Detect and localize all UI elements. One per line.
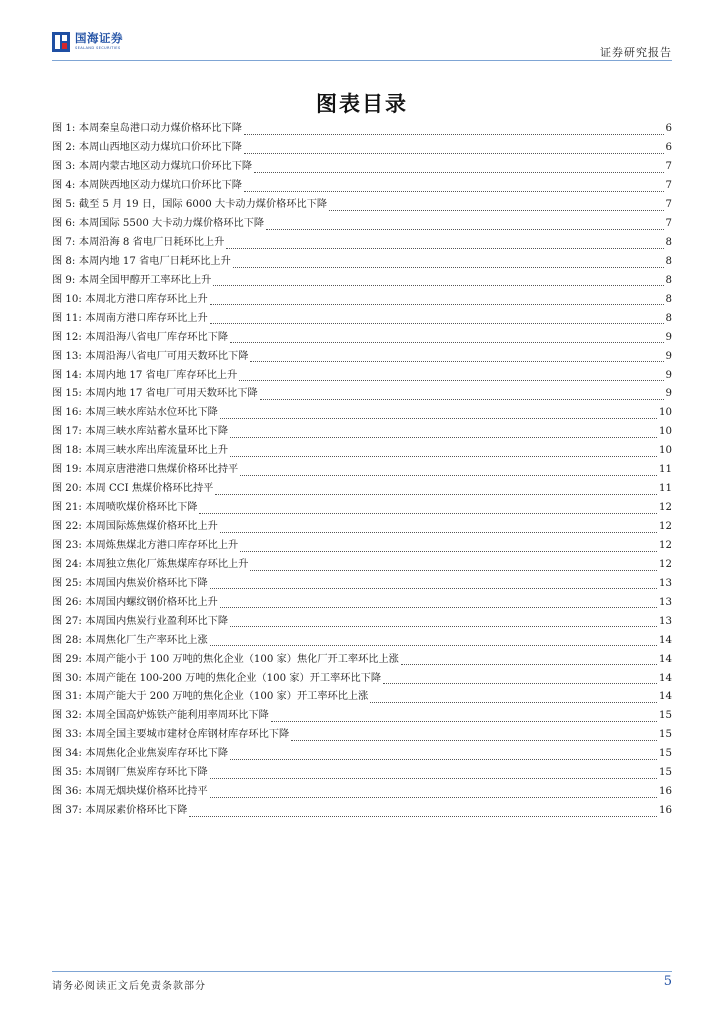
toc-entry-page: 11	[659, 483, 672, 495]
toc-entry-page: 14	[659, 653, 672, 665]
toc-dot-leader	[233, 266, 664, 268]
toc-entry-title: 本周产能在 100-200 万吨的焦化企业（100 家）开工率环比下降	[85, 672, 382, 684]
toc-dot-leader	[220, 417, 657, 419]
toc-entry-label: 图 29:	[52, 653, 82, 665]
toc-entry-page: 7	[665, 180, 672, 192]
toc-entry-page: 15	[659, 767, 672, 779]
footer-divider	[52, 971, 672, 972]
toc-entry-page: 14	[659, 691, 672, 703]
toc-entry-page: 14	[659, 634, 672, 646]
figure-toc-list	[52, 120, 672, 821]
logo-english-name: SEALAND SECURITIES	[75, 45, 121, 50]
toc-entry[interactable]	[52, 745, 672, 764]
toc-entry-page: 8	[665, 236, 672, 248]
toc-dot-leader	[291, 739, 657, 741]
toc-entry-page: 14	[659, 672, 672, 684]
page-title: 图表目录	[316, 91, 408, 116]
toc-entry-title: 本周国际 5500 大卡动力煤价格环比下降	[78, 218, 265, 230]
toc-entry-label: 图 27:	[52, 615, 82, 627]
toc-entry[interactable]	[52, 461, 672, 480]
toc-entry-page: 8	[665, 293, 672, 305]
toc-dot-leader	[271, 720, 657, 722]
toc-dot-leader	[215, 493, 657, 495]
toc-entry-title: 本周内地 17 省电厂库存环比上升	[85, 369, 238, 381]
toc-entry[interactable]	[52, 726, 672, 745]
toc-entry-page: 10	[659, 426, 672, 438]
toc-entry[interactable]	[52, 366, 672, 385]
toc-entry-label: 图 16:	[52, 407, 82, 419]
toc-entry-title: 本周山西地区动力煤坑口价环比下降	[78, 142, 242, 154]
toc-entry-title: 本周三峡水库出库流量环比上升	[85, 445, 229, 457]
toc-entry[interactable]	[52, 802, 672, 821]
toc-entry-label: 图 19:	[52, 464, 82, 476]
header-divider	[52, 60, 672, 61]
toc-entry-title: 本周内蒙古地区动力煤坑口价环比下降	[78, 161, 253, 173]
toc-dot-leader	[220, 531, 657, 533]
toc-entry[interactable]	[52, 404, 672, 423]
toc-dot-leader	[244, 152, 664, 154]
toc-entry-label: 图 26:	[52, 596, 82, 608]
toc-entry-page: 15	[659, 729, 672, 741]
toc-entry-page: 9	[665, 388, 672, 400]
toc-entry-label: 图 13:	[52, 350, 82, 362]
toc-entry-page: 13	[659, 596, 672, 608]
toc-entry-label: 图 24:	[52, 558, 82, 570]
toc-entry-page: 15	[659, 710, 672, 722]
toc-dot-leader	[260, 398, 664, 400]
toc-entry-page: 9	[665, 350, 672, 362]
toc-entry-title: 本周国内螺纹钢价格环比上升	[85, 596, 218, 608]
toc-dot-leader	[250, 360, 663, 362]
toc-entry-label: 图 3:	[52, 161, 76, 173]
toc-entry-label: 图 14:	[52, 369, 82, 381]
toc-entry-label: 图 25:	[52, 577, 82, 589]
toc-entry[interactable]	[52, 120, 672, 139]
toc-dot-leader	[329, 209, 663, 211]
toc-entry-label: 图 28:	[52, 634, 82, 646]
toc-entry-page: 12	[659, 521, 672, 533]
toc-entry-title: 本周国际炼焦煤价格环比上升	[85, 521, 218, 533]
toc-entry-title: 本周 CCI 焦煤价格环比持平	[85, 483, 214, 495]
toc-entry[interactable]	[52, 177, 672, 196]
toc-entry[interactable]	[52, 347, 672, 366]
toc-entry-label: 图 2:	[52, 142, 76, 154]
toc-entry[interactable]	[52, 139, 672, 158]
toc-entry[interactable]	[52, 234, 672, 253]
toc-entry-label: 图 35:	[52, 767, 82, 779]
toc-entry-label: 图 15:	[52, 388, 82, 400]
toc-entry-title: 本周南方港口库存环比上升	[85, 312, 208, 324]
toc-entry-title: 截至 5 月 19 日，国际 6000 大卡动力煤价格环比下降	[78, 199, 328, 211]
toc-dot-leader	[254, 171, 663, 173]
toc-entry-page: 8	[665, 255, 672, 267]
toc-entry-label: 图 34:	[52, 748, 82, 760]
toc-entry[interactable]	[52, 783, 672, 802]
toc-entry-label: 图 22:	[52, 521, 82, 533]
toc-entry[interactable]	[52, 158, 672, 177]
toc-entry-title: 本周尿素价格环比下降	[85, 805, 188, 817]
toc-entry-page: 8	[665, 274, 672, 286]
toc-entry-label: 图 7:	[52, 236, 76, 248]
toc-entry-title: 本周国内焦炭行业盈利环比下降	[85, 615, 229, 627]
company-logo	[52, 31, 123, 53]
toc-entry-label: 图 9:	[52, 274, 76, 286]
toc-entry-title: 本周沿海 8 省电厂日耗环比上升	[78, 236, 225, 248]
toc-dot-leader	[244, 190, 664, 192]
toc-entry-label: 图 23:	[52, 539, 82, 551]
toc-entry-title: 本周京唐港港口焦煤价格环比持平	[85, 464, 239, 476]
toc-entry[interactable]	[52, 328, 672, 347]
toc-entry[interactable]	[52, 499, 672, 518]
toc-entry-title: 本周焦化厂生产率环比上涨	[85, 634, 208, 646]
toc-entry-page: 6	[665, 123, 672, 135]
logo-mark-icon	[52, 32, 70, 52]
toc-dot-leader	[189, 815, 657, 817]
toc-dot-leader	[210, 322, 664, 324]
toc-entry-title: 本周无烟块煤价格环比持平	[85, 786, 208, 798]
toc-entry-label: 图 4:	[52, 180, 76, 192]
toc-entry-label: 图 1:	[52, 123, 76, 135]
toc-entry[interactable]	[52, 196, 672, 215]
toc-entry-page: 15	[659, 748, 672, 760]
toc-dot-leader	[210, 644, 657, 646]
toc-entry-title: 本周三峡水库站蓄水量环比下降	[85, 426, 229, 438]
toc-dot-leader	[401, 663, 657, 665]
toc-dot-leader	[230, 341, 664, 343]
toc-entry-page: 13	[659, 577, 672, 589]
toc-entry-title: 本周全国高炉炼铁产能利用率周环比下降	[85, 710, 269, 722]
toc-entry-title: 本周全国主要城市建材仓库钢材库存环比下降	[85, 729, 290, 741]
toc-entry-page: 11	[659, 464, 672, 476]
toc-entry[interactable]	[52, 518, 672, 537]
toc-entry[interactable]	[52, 556, 672, 575]
toc-entry-title: 本周陕西地区动力煤坑口价环比下降	[78, 180, 242, 192]
toc-dot-leader	[244, 133, 664, 135]
toc-dot-leader	[210, 777, 657, 779]
toc-dot-leader	[213, 284, 663, 286]
toc-entry[interactable]	[52, 688, 672, 707]
toc-entry-page: 10	[659, 407, 672, 419]
toc-entry-page: 9	[665, 331, 672, 343]
toc-entry[interactable]	[52, 631, 672, 650]
toc-entry[interactable]	[52, 309, 672, 328]
toc-dot-leader	[239, 379, 663, 381]
toc-entry-title: 本周内地 17 省电厂可用天数环比下降	[85, 388, 258, 400]
toc-dot-leader	[210, 796, 657, 798]
toc-entry-label: 图 21:	[52, 502, 82, 514]
toc-entry-page: 10	[659, 445, 672, 457]
toc-entry-title: 本周全国甲醇开工率环比上升	[78, 274, 212, 286]
toc-entry-label: 图 20:	[52, 483, 82, 495]
toc-dot-leader	[370, 701, 657, 703]
toc-entry-label: 图 36:	[52, 786, 82, 798]
toc-entry[interactable]	[52, 442, 672, 461]
toc-entry[interactable]	[52, 707, 672, 726]
toc-entry-label: 图 8:	[52, 255, 76, 267]
toc-entry-title: 本周焦化企业焦炭库存环比下降	[85, 748, 229, 760]
toc-entry[interactable]	[52, 423, 672, 442]
toc-entry-page: 8	[665, 312, 672, 324]
toc-entry-label: 图 5:	[52, 199, 76, 211]
toc-entry[interactable]	[52, 764, 672, 783]
toc-entry[interactable]	[52, 612, 672, 631]
report-type-label: 证券研究报告	[600, 46, 672, 59]
page-number: 5	[663, 974, 672, 989]
toc-entry-title: 本周三峡水库站水位环比下降	[85, 407, 218, 419]
toc-dot-leader	[210, 303, 664, 305]
toc-entry[interactable]	[52, 669, 672, 688]
toc-entry[interactable]	[52, 593, 672, 612]
toc-dot-leader	[230, 455, 657, 457]
toc-dot-leader	[383, 682, 657, 684]
toc-entry-label: 图 12:	[52, 331, 82, 343]
toc-entry-title: 本周北方港口库存环比上升	[85, 293, 208, 305]
toc-entry-label: 图 30:	[52, 672, 82, 684]
toc-dot-leader	[230, 625, 657, 627]
toc-entry[interactable]	[52, 537, 672, 556]
toc-dot-leader	[266, 228, 663, 230]
toc-entry-title: 本周沿海八省电厂库存环比下降	[85, 331, 229, 343]
toc-dot-leader	[250, 569, 657, 571]
toc-entry-label: 图 17:	[52, 426, 82, 438]
toc-entry-title: 本周产能小于 100 万吨的焦化企业（100 家）焦化厂开工率环比上涨	[85, 653, 399, 665]
disclaimer-note: 请务必阅读正文后免责条款部分	[52, 981, 206, 992]
toc-entry-label: 图 31:	[52, 691, 82, 703]
toc-dot-leader	[220, 606, 657, 608]
toc-entry-label: 图 33:	[52, 729, 82, 741]
toc-entry[interactable]	[52, 650, 672, 669]
toc-entry-label: 图 11:	[52, 312, 82, 324]
toc-entry-page: 7	[665, 199, 672, 211]
toc-entry-page: 12	[659, 539, 672, 551]
toc-dot-leader	[199, 512, 657, 514]
toc-dot-leader	[240, 550, 657, 552]
toc-entry-page: 12	[659, 558, 672, 570]
toc-entry-label: 图 18:	[52, 445, 82, 457]
toc-entry-page: 9	[665, 369, 672, 381]
toc-entry-title: 本周内地 17 省电厂日耗环比上升	[78, 255, 231, 267]
toc-entry-title: 本周国内焦炭价格环比下降	[85, 577, 208, 589]
toc-entry-page: 16	[659, 786, 672, 798]
toc-entry[interactable]	[52, 575, 672, 594]
toc-entry-page: 16	[659, 805, 672, 817]
toc-entry-page: 7	[665, 161, 672, 173]
toc-entry[interactable]	[52, 480, 672, 499]
toc-entry-label: 图 10:	[52, 293, 82, 305]
toc-entry-label: 图 37:	[52, 805, 82, 817]
toc-dot-leader	[226, 247, 663, 249]
toc-entry-title: 本周喷吹煤价格环比下降	[85, 502, 198, 514]
page-header	[0, 0, 724, 60]
toc-entry[interactable]	[52, 215, 672, 234]
toc-dot-leader	[240, 474, 657, 476]
toc-entry[interactable]	[52, 253, 672, 272]
toc-dot-leader	[230, 436, 657, 438]
toc-entry-page: 6	[665, 142, 672, 154]
toc-entry-title: 本周产能大于 200 万吨的焦化企业（100 家）开工率环比上涨	[85, 691, 369, 703]
toc-entry-title: 本周独立焦化厂炼焦煤库存环比上升	[85, 558, 249, 570]
toc-entry-label: 图 6:	[52, 218, 76, 230]
toc-entry-title: 本周钢厂焦炭库存环比下降	[85, 767, 208, 779]
toc-entry[interactable]	[52, 290, 672, 309]
toc-entry-label: 图 32:	[52, 710, 82, 722]
toc-dot-leader	[210, 587, 657, 589]
toc-entry-page: 13	[659, 615, 672, 627]
toc-entry-title: 本周炼焦煤北方港口库存环比上升	[85, 539, 239, 551]
toc-entry-page: 7	[665, 218, 672, 230]
toc-entry-page: 12	[659, 502, 672, 514]
toc-entry[interactable]	[52, 385, 672, 404]
logo-chinese-name: 国海证券	[75, 31, 123, 46]
toc-entry[interactable]	[52, 272, 672, 291]
toc-entry-title: 本周秦皇岛港口动力煤价格环比下降	[78, 123, 242, 135]
toc-entry-title: 本周沿海八省电厂可用天数环比下降	[85, 350, 249, 362]
toc-dot-leader	[230, 758, 657, 760]
